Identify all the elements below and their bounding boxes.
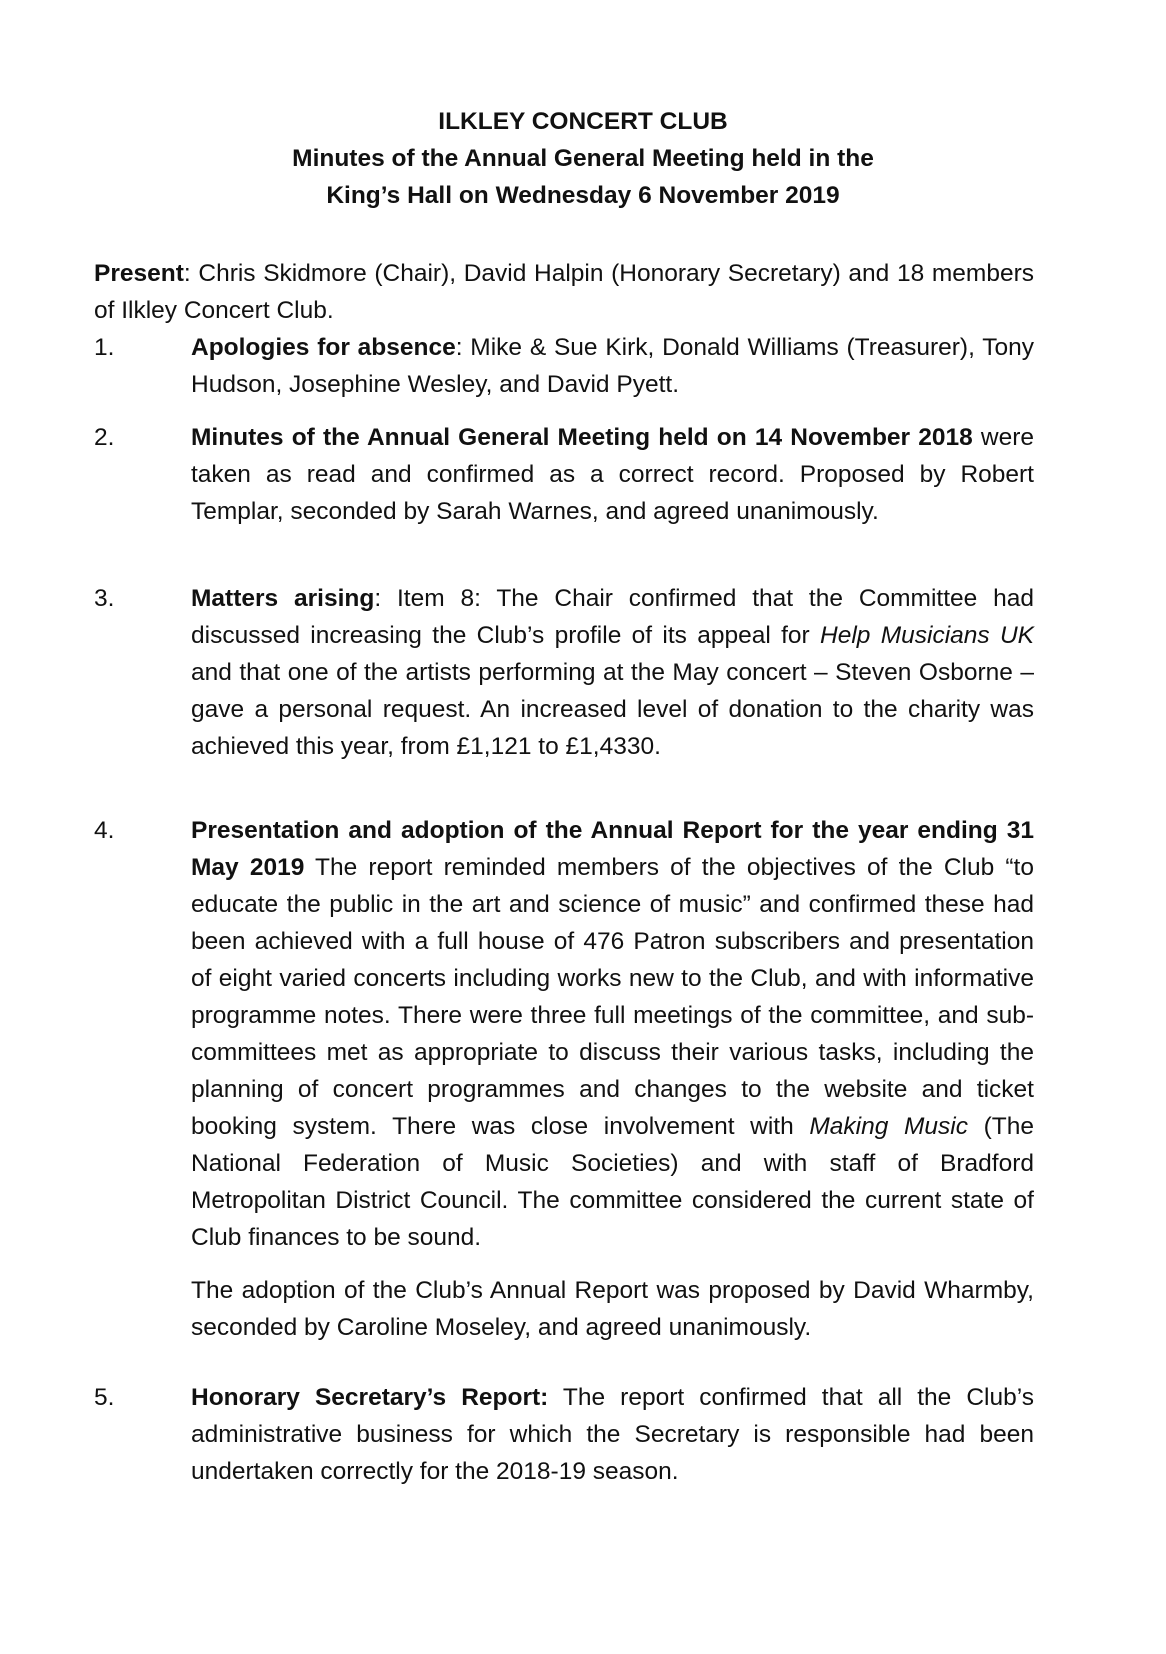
meeting-venue-date: King’s Hall on Wednesday 6 November 2019 (326, 182, 840, 209)
item-text: were taken as read and confirmed as a correct record. Proposed by Robert Templar, seconded by Sarah Warnes, and agreed unanimously. (191, 424, 1034, 525)
item-text: : Mike & Sue Kirk, Donald Williams (Treasurer), Tony Hudson, Josephine Wesley, and David Pyett. (191, 334, 1034, 398)
item-paragraph (191, 329, 1034, 403)
minute-item-1 (94, 329, 1034, 403)
item-text-continued: and that one of the artists performing at the May concert – Steven Osborne – gave a personal request. An increased level of donation to the charity was achieved this year, from £1,121 to £1,4330. (191, 659, 1034, 760)
item-paragraph (191, 1379, 1034, 1490)
item-title: Apologies for absence (191, 334, 456, 361)
minute-item-5 (94, 1379, 1034, 1490)
organisation-name: Making Music (809, 1113, 968, 1140)
attendance-paragraph (94, 255, 1034, 329)
item-number: 1. (94, 334, 115, 361)
item-text-continued: (The National Federation of Music Societies) and with staff of Bradford Metropolitan District Council. The committee considered the current state of Club finances to be sound. (191, 1113, 1035, 1251)
minute-item-2 (94, 419, 1034, 530)
item-paragraph (191, 419, 1034, 530)
item-number: 2. (94, 424, 115, 451)
item-text: The report reminded members of the objectives of the Club “to educate the public in the art and science of music” and confirmed these had been achieved with a full house of 476 Patron subscribers and presentation of eight varied concerts including works new to the Club, and with informative programme notes. There were three full meetings of the committee, and sub-committees met as appropriate to discuss their various tasks, including the planning of concert programmes and changes to the website and ticket booking system. There was close involvement with (191, 854, 1034, 1140)
item-title: Minutes of the Annual General Meeting held on 14 November 2018 (191, 424, 973, 451)
meeting-title: Minutes of the Annual General Meeting held in the (292, 145, 874, 172)
item-paragraph-2: The adoption of the Club’s Annual Report was proposed by David Wharmby, seconded by Caroline Moseley, and agreed unanimously. (191, 1277, 1034, 1341)
item-text: The report confirmed that all the Club’s administrative business for which the Secretary is responsible had been undertaken correctly for the 2018-19 season. (191, 1384, 1034, 1485)
present-label: Present (94, 260, 184, 287)
minute-item-3 (94, 580, 1034, 765)
item-number: 5. (94, 1384, 115, 1411)
present-text: : Chris Skidmore (Chair), David Halpin (Honorary Secretary) and 18 members of Ilkley Concert Club. (94, 260, 1034, 324)
club-name: ILKLEY CONCERT CLUB (438, 108, 728, 135)
item-paragraph (191, 580, 1034, 765)
item-number: 3. (94, 585, 115, 612)
minute-item-4 (94, 812, 1034, 1346)
item-text: : Item 8: The Chair confirmed that the Committee had discussed increasing the Club’s profile of its appeal for (191, 585, 1034, 649)
item-paragraph (191, 812, 1034, 1256)
charity-name: Help Musicians UK (820, 622, 1034, 649)
item-title: Matters arising (191, 585, 375, 612)
item-number: 4. (94, 817, 115, 844)
item-title: Presentation and adoption of the Annual Report for the year ending 31 May 2019 (191, 817, 1034, 881)
item-title: Honorary Secretary’s Report: (191, 1384, 549, 1411)
document-heading (0, 103, 1166, 214)
